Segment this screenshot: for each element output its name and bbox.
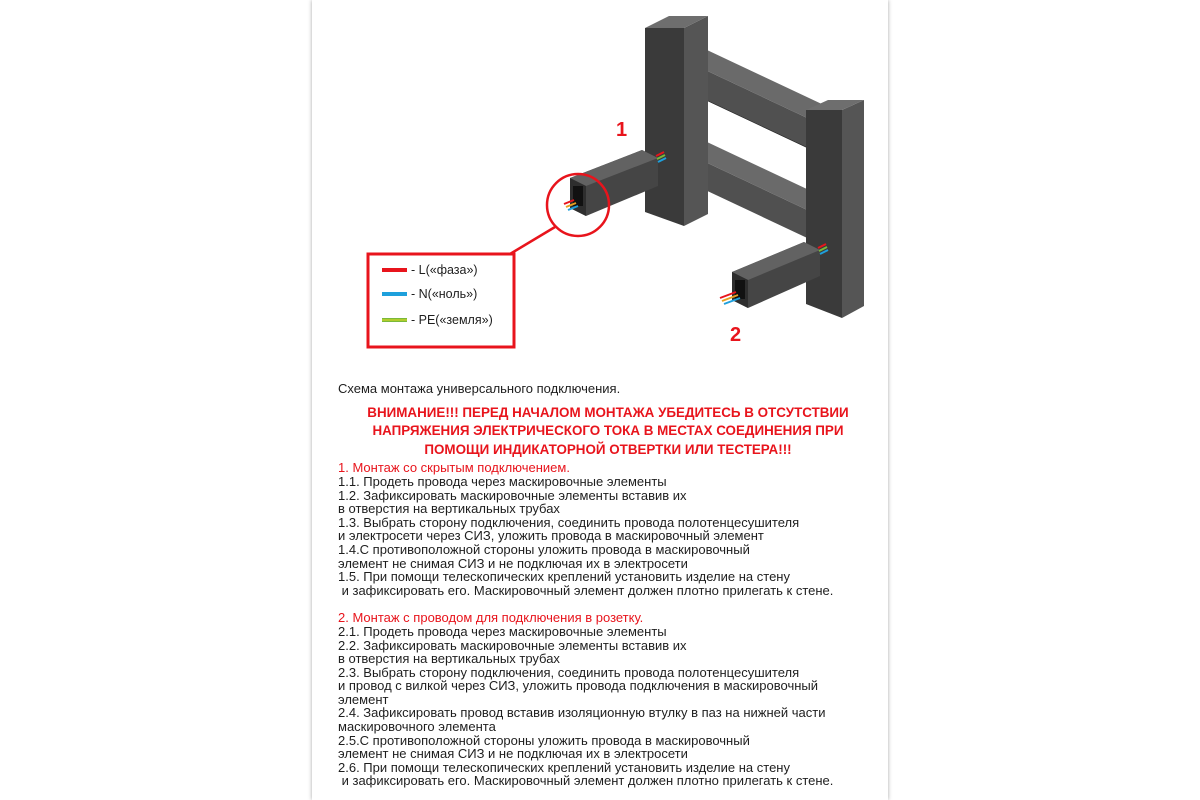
instruction-line: элемент не снимая СИЗ и не подключая их в электросети: [338, 746, 688, 762]
section-title: 2. Монтаж с проводом для подключения в розетку.: [338, 610, 644, 626]
section-gap: [338, 597, 878, 611]
warning-line: ВНИМАНИЕ!!! ПЕРЕД НАЧАЛОМ МОНТАЖА УБЕДИТЕСЬ В ОТСУТСТВИИ: [367, 404, 849, 420]
instruction-line: 2.5.С противоположной стороны уложить провода в маскировочный: [338, 732, 750, 748]
section-title: 1. Монтаж со скрытым подключением.: [338, 460, 570, 476]
instruction-line: элемент: [338, 691, 389, 707]
instruction-line: и зафиксировать его. Маскировочный элемент должен плотно прилегать к стене.: [338, 773, 834, 789]
instruction-line: 1.4.С противоположной стороны уложить провода в маскировочный: [338, 541, 750, 557]
section-plug-connection: [338, 611, 878, 788]
callout-line: [510, 227, 555, 254]
instruction-line: 1.5. При помощи телескопических креплений установить изделие на стену: [338, 569, 790, 585]
instruction-line: и провод с вилкой через СИЗ, уложить провода подключения в маскировочный: [338, 678, 818, 694]
instruction-line: 2.4. Зафиксировать провод вставив изоляционную втулку в паз на нижней части: [338, 705, 826, 721]
section-hidden-connection: [338, 461, 878, 597]
left-margin: [0, 0, 312, 800]
instruction-line: 2.1. Продеть провода через маскировочные элементы: [338, 623, 667, 639]
towel-rail-diagram: [312, 0, 888, 370]
instruction-line: 2.2. Зафиксировать маскировочные элементы вставив их: [338, 637, 687, 653]
instruction-line: 1.2. Зафиксировать маскировочные элементы вставив их: [338, 487, 687, 503]
instruction-line: элемент не снимая СИЗ и не подключая их в электросети: [338, 555, 688, 571]
warning-block: [338, 406, 878, 457]
instruction-line: 1.3. Выбрать сторону подключения, соединить провода полотенцесушителя: [338, 514, 800, 530]
instruction-line: и электросети через СИЗ, уложить провода в маскировочный элемент: [338, 528, 764, 544]
legend-label-neutral: - N(«ноль»): [411, 287, 478, 301]
instruction-line: в отверстия на вертикальных трубах: [338, 501, 560, 517]
warning-line: ПОМОЩИ ИНДИКАТОРНОЙ ОТВЕРТКИ ИЛИ ТЕСТЕРА!!!: [424, 441, 792, 457]
instruction-line: 2.6. При помощи телескопических креплений установить изделие на стену: [338, 759, 790, 775]
instruction-line: в отверстия на вертикальных трубах: [338, 651, 560, 667]
vertical-pipe-left: [645, 16, 708, 226]
instruction-line: и зафиксировать его. Маскировочный элемент должен плотно прилегать к стене.: [338, 582, 834, 598]
instruction-line: 1.1. Продеть провода через маскировочные элементы: [338, 473, 667, 489]
legend-label-ground: - PE(«земля»): [411, 313, 493, 327]
warning-line: НАПРЯЖЕНИЯ ЭЛЕКТРИЧЕСКОГО ТОКА В МЕСТАХ СОЕДИНЕНИЯ ПРИ: [372, 423, 844, 439]
vertical-pipe-right: [806, 100, 864, 318]
right-margin: [888, 0, 1200, 800]
legend-label-phase: - L(«фаза»): [411, 263, 478, 277]
instruction-sheet: [312, 0, 888, 800]
marker-2: 2: [730, 324, 742, 346]
marker-1: 1: [616, 119, 628, 141]
instruction-line: маскировочного элемента: [338, 719, 496, 735]
diagram-caption: Схема монтажа универсального подключения.: [338, 381, 621, 396]
instruction-line: 2.3. Выбрать сторону подключения, соединить провода полотенцесушителя: [338, 664, 800, 680]
instruction-text: [338, 382, 878, 788]
